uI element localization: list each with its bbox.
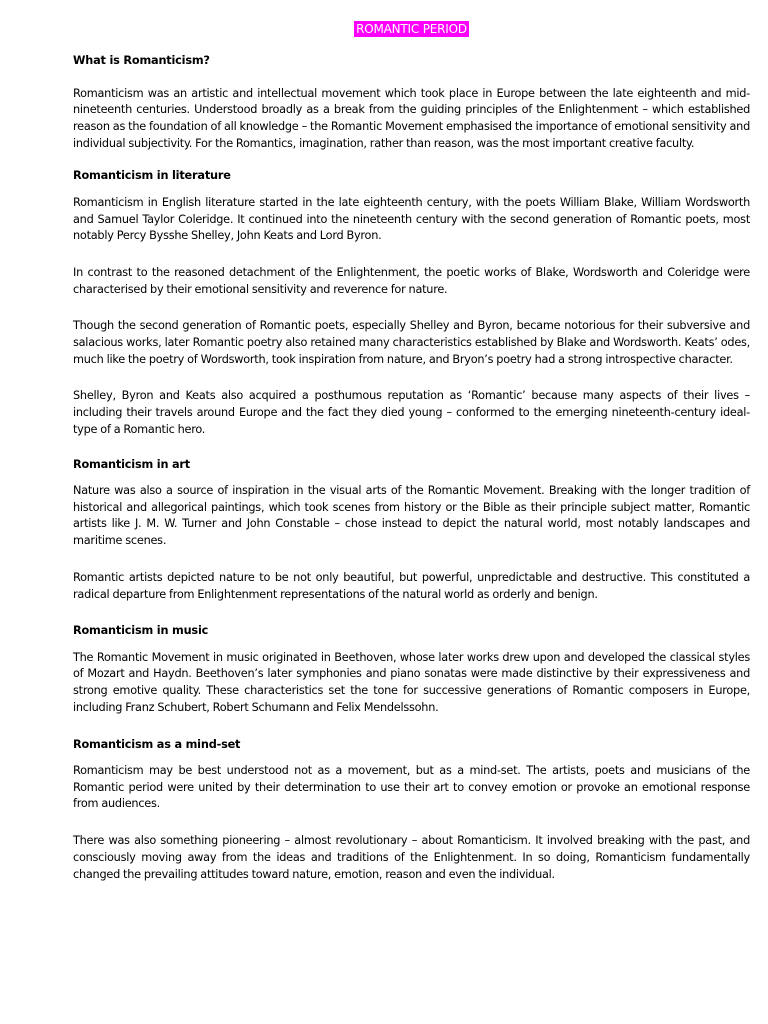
paragraph-art-1: Nature was also a source of inspiration in the visual arts of the Romantic Movement. Breaking with the longer tradition of historical and allegorical paintings, which took scenes from history or the Bible as their principle subject matter, Romantic artists like J. M. W. Turner and John Constable – chose instead to depict the natural world, most notably landscapes and maritime scenes. — [73, 484, 750, 548]
section-heading-literature: Romanticism in literature — [73, 169, 231, 183]
paragraph-literature-1: Romanticism in English literature started in the late eighteenth century, with the poets William Blake, William Wordsworth and Samuel Taylor Coleridge. It continued into the nineteenth century with the second generation of Romantic poets, most notably Percy Bysshe Shelley, John Keats and Lord Byron. — [73, 195, 750, 243]
paragraph-literature-2: In contrast to the reasoned detachment of the Enlightenment, the poetic works of Blake, Wordsworth and Coleridge were characterised by their emotional sensitivity and reverence for nature. — [73, 265, 750, 296]
title-wrap — [73, 18, 750, 36]
page-title: ROMANTIC PERIOD — [356, 22, 467, 36]
section-heading-music: Romanticism in music — [73, 624, 209, 638]
section-heading-what-is-romanticism: What is Romanticism? — [73, 54, 210, 67]
section-heading-art: Romanticism in art — [73, 457, 191, 471]
paragraph-mind-set-1: Romanticism may be best understood not as a movement, but as a mind-set. The artists, poets and musicians of the Romantic period were united by their determination to use their art to convey emotion or provoke an emotional response from audiences. — [73, 764, 750, 811]
paragraph-what-is-romanticism-1: Romanticism was an artistic and intellectual movement which took place in Europe between the late eighteenth and mid-nineteenth centuries. Understood broadly as a break from the guiding principles of the Enlightenment – which established reason as the foundation of all knowledge – the Romantic Movement emphasised the importance of emotional sensitivity and individual subjectivity. For the Romantics, imagination, rather than reason, was the most important creative faculty. — [73, 86, 750, 150]
paragraph-literature-3: Though the second generation of Romantic poets, especially Shelley and Byron, became notorious for their subversive and salacious works, later Romantic poetry also retained many characteristics established by Blake and Wordsworth. Keats’ odes, much like the poetry of Wordsworth, took inspiration from nature, and Bryon’s poetry had a strong introspective character. — [73, 319, 750, 366]
paragraph-mind-set-2: There was also something pioneering – almost revolutionary – about Romanticism. It involved breaking with the past, and consciously moving away from the ideas and traditions of the Enlightenment. In so doing, Romanticism fundamentally changed the prevailing attitudes toward nature, emotion, reason and even the individual. — [73, 834, 750, 881]
section-heading-mind-set: Romanticism as a mind-set — [73, 737, 241, 751]
document-page — [73, 18, 750, 883]
paragraph-music-1: The Romantic Movement in music originated in Beethoven, whose later works drew upon and developed the classical styles of Mozart and Haydn. Beethoven’s later symphonies and piano sonatas were made distinctive by their expressiveness and strong emotive quality. These characteristics set the tone for successive generations of Romantic composers in Europe, including Franz Schubert, Robert Schumann and Felix Mendelssohn. — [73, 650, 750, 714]
paragraph-literature-4: Shelley, Byron and Keats also acquired a posthumous reputation as ‘Romantic’ because many aspects of their lives – including their travels around Europe and the fact they died young – conformed to the emerging nineteenth-century ideal-type of a Romantic hero. — [73, 389, 750, 436]
paragraph-art-2: Romantic artists depicted nature to be not only beautiful, but powerful, unpredictable and destructive. This constituted a radical departure from Enlightenment representations of the natural world as orderly and benign. — [73, 570, 750, 601]
